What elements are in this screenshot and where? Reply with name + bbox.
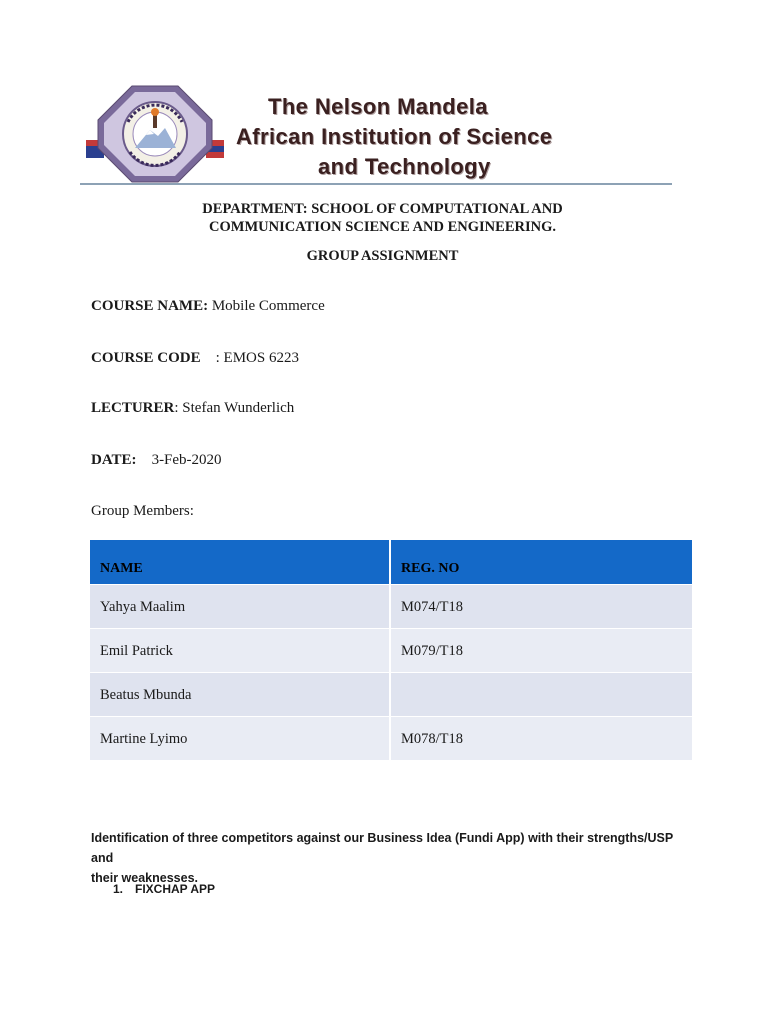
member-reg-no: M078/T18 — [391, 717, 692, 760]
institution-seal-icon — [80, 84, 230, 184]
group-members-label: Group Members: — [91, 503, 194, 519]
member-name: Yahya Maalim — [90, 585, 389, 628]
member-reg-no: M074/T18 — [391, 585, 692, 628]
list-item-label: FIXCHAP APP — [135, 882, 216, 896]
lecturer-row — [91, 400, 294, 417]
department-line2: COMMUNICATION SCIENCE AND ENGINEERING. — [209, 219, 556, 235]
course-code-value: : EMOS 6223 — [200, 350, 299, 366]
identification-line2: their weaknesses. — [91, 871, 199, 885]
column-header-name: NAME — [90, 540, 389, 584]
course-code-row — [91, 350, 299, 367]
institution-name — [236, 92, 706, 182]
member-name: Martine Lyimo — [90, 717, 389, 760]
member-name: Emil Patrick — [90, 629, 389, 672]
date-label: DATE: — [91, 452, 137, 468]
table-row — [90, 717, 692, 760]
member-reg-no — [391, 673, 692, 716]
lecturer-label: LECTURER — [91, 400, 175, 416]
table-row — [90, 585, 692, 628]
institution-name-line3: and Technology — [318, 154, 491, 179]
header-divider — [80, 183, 672, 185]
institution-name-line1: The Nelson Mandela — [268, 94, 488, 119]
date-row — [91, 452, 222, 469]
institution-logo — [80, 84, 230, 184]
table-header-row — [90, 540, 692, 584]
course-name-value: Mobile Commerce — [208, 298, 325, 314]
member-name: Beatus Mbunda — [90, 673, 389, 716]
identification-paragraph — [91, 828, 691, 888]
date-value: 3-Feb-2020 — [136, 452, 222, 468]
identification-line1: Identification of three competitors against our Business Idea (Fundi App) with their strengths/USP and — [91, 831, 674, 865]
department-heading — [120, 200, 645, 236]
department-line1: DEPARTMENT: SCHOOL OF COMPUTATIONAL AND — [202, 201, 563, 217]
list-item — [113, 882, 215, 896]
table-row — [90, 673, 692, 716]
column-header-reg-no: REG. NO — [391, 540, 692, 584]
institution-name-line2: African Institution of Science — [236, 124, 553, 149]
lecturer-value: : Stefan Wunderlich — [174, 400, 295, 416]
members-table — [90, 540, 692, 761]
assignment-title: GROUP ASSIGNMENT — [306, 248, 459, 264]
course-name-label: COURSE NAME: — [91, 298, 209, 314]
table-row — [90, 629, 692, 672]
course-code-label: COURSE CODE — [91, 350, 201, 366]
list-item-number: 1. — [113, 882, 124, 896]
course-name-row — [91, 298, 325, 315]
member-reg-no: M079/T18 — [391, 629, 692, 672]
